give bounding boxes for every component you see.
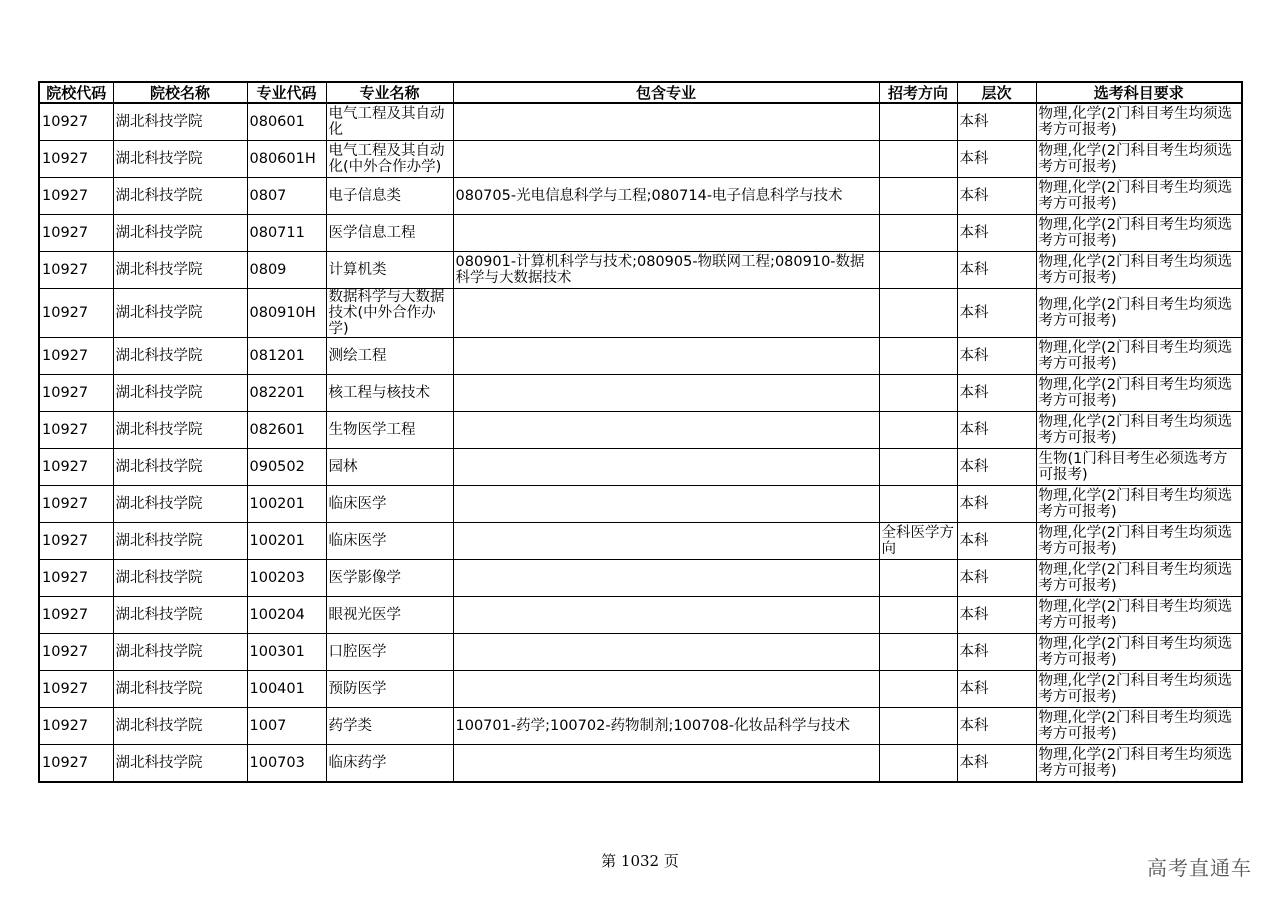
cell-direction — [879, 289, 957, 338]
table-row — [39, 215, 1242, 252]
cell-major-name: 园林 — [326, 449, 453, 486]
cell-included-majors — [453, 486, 879, 523]
cell-level: 本科 — [957, 215, 1036, 252]
cell-subject-requirement: 物理,化学(2门科目考生均须选考方可报考) — [1036, 671, 1242, 708]
table-row — [39, 252, 1242, 289]
cell-major-name: 电气工程及其自动化(中外合作办学) — [326, 141, 453, 178]
header-included-majors: 包含专业 — [453, 82, 879, 103]
cell-direction — [879, 597, 957, 634]
cell-level: 本科 — [957, 338, 1036, 375]
cell-major-code: 100201 — [247, 523, 326, 560]
table-row — [39, 289, 1242, 338]
cell-subject-requirement: 物理,化学(2门科目考生均须选考方可报考) — [1036, 523, 1242, 560]
cell-subject-requirement: 物理,化学(2门科目考生均须选考方可报考) — [1036, 634, 1242, 671]
cell-school-name: 湖北科技学院 — [113, 412, 247, 449]
cell-included-majors — [453, 634, 879, 671]
cell-level: 本科 — [957, 252, 1036, 289]
cell-subject-requirement: 物理,化学(2门科目考生均须选考方可报考) — [1036, 252, 1242, 289]
cell-level: 本科 — [957, 412, 1036, 449]
header-major-code: 专业代码 — [247, 82, 326, 103]
cell-school-code: 10927 — [39, 634, 113, 671]
table-row — [39, 141, 1242, 178]
cell-major-name: 医学影像学 — [326, 560, 453, 597]
cell-direction — [879, 708, 957, 745]
cell-direction — [879, 178, 957, 215]
cell-direction — [879, 560, 957, 597]
header-level: 层次 — [957, 82, 1036, 103]
cell-subject-requirement: 物理,化学(2门科目考生均须选考方可报考) — [1036, 375, 1242, 412]
cell-school-name: 湖北科技学院 — [113, 708, 247, 745]
table-row — [39, 103, 1242, 141]
cell-major-code: 100301 — [247, 634, 326, 671]
table-row — [39, 375, 1242, 412]
cell-major-name: 计算机类 — [326, 252, 453, 289]
cell-school-name: 湖北科技学院 — [113, 103, 247, 141]
cell-included-majors — [453, 375, 879, 412]
cell-major-name: 数据科学与大数据技术(中外合作办学) — [326, 289, 453, 338]
cell-major-name: 临床医学 — [326, 486, 453, 523]
table-header — [39, 82, 1242, 103]
cell-major-code: 081201 — [247, 338, 326, 375]
cell-school-code: 10927 — [39, 560, 113, 597]
cell-direction — [879, 412, 957, 449]
cell-major-name: 生物医学工程 — [326, 412, 453, 449]
cell-included-majors — [453, 141, 879, 178]
watermark-logo-text: 高考直通车 — [1147, 856, 1252, 880]
cell-direction — [879, 375, 957, 412]
cell-direction — [879, 141, 957, 178]
cell-subject-requirement: 生物(1门科目考生必须选考方可报考) — [1036, 449, 1242, 486]
cell-school-code: 10927 — [39, 745, 113, 783]
cell-direction — [879, 103, 957, 141]
cell-major-code: 100203 — [247, 560, 326, 597]
cell-school-code: 10927 — [39, 215, 113, 252]
cell-subject-requirement: 物理,化学(2门科目考生均须选考方可报考) — [1036, 215, 1242, 252]
cell-level: 本科 — [957, 141, 1036, 178]
cell-level: 本科 — [957, 103, 1036, 141]
cell-included-majors — [453, 289, 879, 338]
cell-subject-requirement: 物理,化学(2门科目考生均须选考方可报考) — [1036, 745, 1242, 783]
cell-school-name: 湖北科技学院 — [113, 560, 247, 597]
cell-included-majors — [453, 745, 879, 783]
cell-level: 本科 — [957, 449, 1036, 486]
header-row — [39, 82, 1242, 103]
cell-subject-requirement: 物理,化学(2门科目考生均须选考方可报考) — [1036, 141, 1242, 178]
cell-direction — [879, 671, 957, 708]
cell-major-code: 090502 — [247, 449, 326, 486]
cell-direction — [879, 634, 957, 671]
cell-major-name: 眼视光医学 — [326, 597, 453, 634]
cell-major-name: 医学信息工程 — [326, 215, 453, 252]
cell-level: 本科 — [957, 671, 1036, 708]
cell-school-name: 湖北科技学院 — [113, 141, 247, 178]
cell-school-code: 10927 — [39, 141, 113, 178]
cell-included-majors — [453, 215, 879, 252]
admission-table — [38, 81, 1243, 783]
cell-included-majors: 080705-光电信息科学与工程;080714-电子信息科学与技术 — [453, 178, 879, 215]
cell-level: 本科 — [957, 745, 1036, 783]
cell-major-name: 测绘工程 — [326, 338, 453, 375]
header-school-code: 院校代码 — [39, 82, 113, 103]
table-row — [39, 671, 1242, 708]
cell-major-name: 电子信息类 — [326, 178, 453, 215]
cell-school-name: 湖北科技学院 — [113, 523, 247, 560]
cell-level: 本科 — [957, 597, 1036, 634]
cell-included-majors — [453, 412, 879, 449]
cell-school-name: 湖北科技学院 — [113, 597, 247, 634]
cell-level: 本科 — [957, 486, 1036, 523]
cell-major-code: 082601 — [247, 412, 326, 449]
cell-included-majors — [453, 103, 879, 141]
cell-direction — [879, 745, 957, 783]
cell-school-code: 10927 — [39, 412, 113, 449]
cell-school-code: 10927 — [39, 375, 113, 412]
cell-level: 本科 — [957, 634, 1036, 671]
cell-school-code: 10927 — [39, 486, 113, 523]
cell-level: 本科 — [957, 708, 1036, 745]
cell-school-code: 10927 — [39, 523, 113, 560]
cell-major-code: 100703 — [247, 745, 326, 783]
cell-included-majors — [453, 338, 879, 375]
cell-school-name: 湖北科技学院 — [113, 634, 247, 671]
cell-direction — [879, 486, 957, 523]
cell-subject-requirement: 物理,化学(2门科目考生均须选考方可报考) — [1036, 338, 1242, 375]
cell-school-code: 10927 — [39, 178, 113, 215]
cell-direction — [879, 449, 957, 486]
cell-school-code: 10927 — [39, 708, 113, 745]
cell-school-name: 湖北科技学院 — [113, 252, 247, 289]
cell-school-code: 10927 — [39, 338, 113, 375]
cell-subject-requirement: 物理,化学(2门科目考生均须选考方可报考) — [1036, 708, 1242, 745]
cell-subject-requirement: 物理,化学(2门科目考生均须选考方可报考) — [1036, 178, 1242, 215]
cell-major-name: 核工程与核技术 — [326, 375, 453, 412]
cell-school-code: 10927 — [39, 671, 113, 708]
header-school-name: 院校名称 — [113, 82, 247, 103]
cell-school-name: 湖北科技学院 — [113, 338, 247, 375]
table-row — [39, 560, 1242, 597]
cell-school-name: 湖北科技学院 — [113, 178, 247, 215]
cell-major-code: 0809 — [247, 252, 326, 289]
cell-school-code: 10927 — [39, 252, 113, 289]
header-major-name: 专业名称 — [326, 82, 453, 103]
table-row — [39, 178, 1242, 215]
cell-major-name: 口腔医学 — [326, 634, 453, 671]
cell-major-code: 082201 — [247, 375, 326, 412]
cell-included-majors — [453, 671, 879, 708]
table-row — [39, 412, 1242, 449]
cell-major-code: 100201 — [247, 486, 326, 523]
cell-major-name: 临床医学 — [326, 523, 453, 560]
cell-major-code: 080601 — [247, 103, 326, 141]
cell-major-code: 1007 — [247, 708, 326, 745]
cell-major-code: 0807 — [247, 178, 326, 215]
cell-level: 本科 — [957, 523, 1036, 560]
cell-school-name: 湖北科技学院 — [113, 671, 247, 708]
table-row — [39, 523, 1242, 560]
table-row — [39, 486, 1242, 523]
cell-subject-requirement: 物理,化学(2门科目考生均须选考方可报考) — [1036, 597, 1242, 634]
cell-direction — [879, 252, 957, 289]
cell-school-code: 10927 — [39, 449, 113, 486]
cell-major-code: 080601H — [247, 141, 326, 178]
header-direction: 招考方向 — [879, 82, 957, 103]
cell-school-name: 湖北科技学院 — [113, 449, 247, 486]
cell-school-name: 湖北科技学院 — [113, 745, 247, 783]
cell-school-code: 10927 — [39, 103, 113, 141]
cell-school-code: 10927 — [39, 597, 113, 634]
cell-major-name: 电气工程及其自动化 — [326, 103, 453, 141]
cell-subject-requirement: 物理,化学(2门科目考生均须选考方可报考) — [1036, 560, 1242, 597]
cell-direction — [879, 338, 957, 375]
table-body — [39, 103, 1242, 782]
cell-major-code: 100204 — [247, 597, 326, 634]
cell-included-majors — [453, 523, 879, 560]
header-subject-requirement: 选考科目要求 — [1036, 82, 1242, 103]
cell-school-name: 湖北科技学院 — [113, 215, 247, 252]
table-row — [39, 634, 1242, 671]
cell-major-code: 080711 — [247, 215, 326, 252]
cell-subject-requirement: 物理,化学(2门科目考生均须选考方可报考) — [1036, 103, 1242, 141]
cell-included-majors — [453, 560, 879, 597]
cell-included-majors: 100701-药学;100702-药物制剂;100708-化妆品科学与技术 — [453, 708, 879, 745]
cell-level: 本科 — [957, 178, 1036, 215]
cell-level: 本科 — [957, 375, 1036, 412]
cell-school-name: 湖北科技学院 — [113, 375, 247, 412]
cell-included-majors — [453, 597, 879, 634]
cell-included-majors: 080901-计算机科学与技术;080905-物联网工程;080910-数据科学与大数据技术 — [453, 252, 879, 289]
cell-subject-requirement: 物理,化学(2门科目考生均须选考方可报考) — [1036, 289, 1242, 338]
cell-direction — [879, 215, 957, 252]
cell-major-code: 080910H — [247, 289, 326, 338]
table-row — [39, 745, 1242, 783]
cell-school-code: 10927 — [39, 289, 113, 338]
table-row — [39, 597, 1242, 634]
cell-major-name: 临床药学 — [326, 745, 453, 783]
cell-included-majors — [453, 449, 879, 486]
cell-direction: 全科医学方向 — [879, 523, 957, 560]
table-row — [39, 338, 1242, 375]
cell-level: 本科 — [957, 289, 1036, 338]
cell-school-name: 湖北科技学院 — [113, 486, 247, 523]
cell-level: 本科 — [957, 560, 1036, 597]
cell-major-code: 100401 — [247, 671, 326, 708]
cell-major-name: 预防医学 — [326, 671, 453, 708]
cell-major-name: 药学类 — [326, 708, 453, 745]
table-row — [39, 449, 1242, 486]
page-number: 第 1032 页 — [601, 852, 679, 870]
cell-school-name: 湖北科技学院 — [113, 289, 247, 338]
cell-subject-requirement: 物理,化学(2门科目考生均须选考方可报考) — [1036, 412, 1242, 449]
cell-subject-requirement: 物理,化学(2门科目考生均须选考方可报考) — [1036, 486, 1242, 523]
table-row — [39, 708, 1242, 745]
